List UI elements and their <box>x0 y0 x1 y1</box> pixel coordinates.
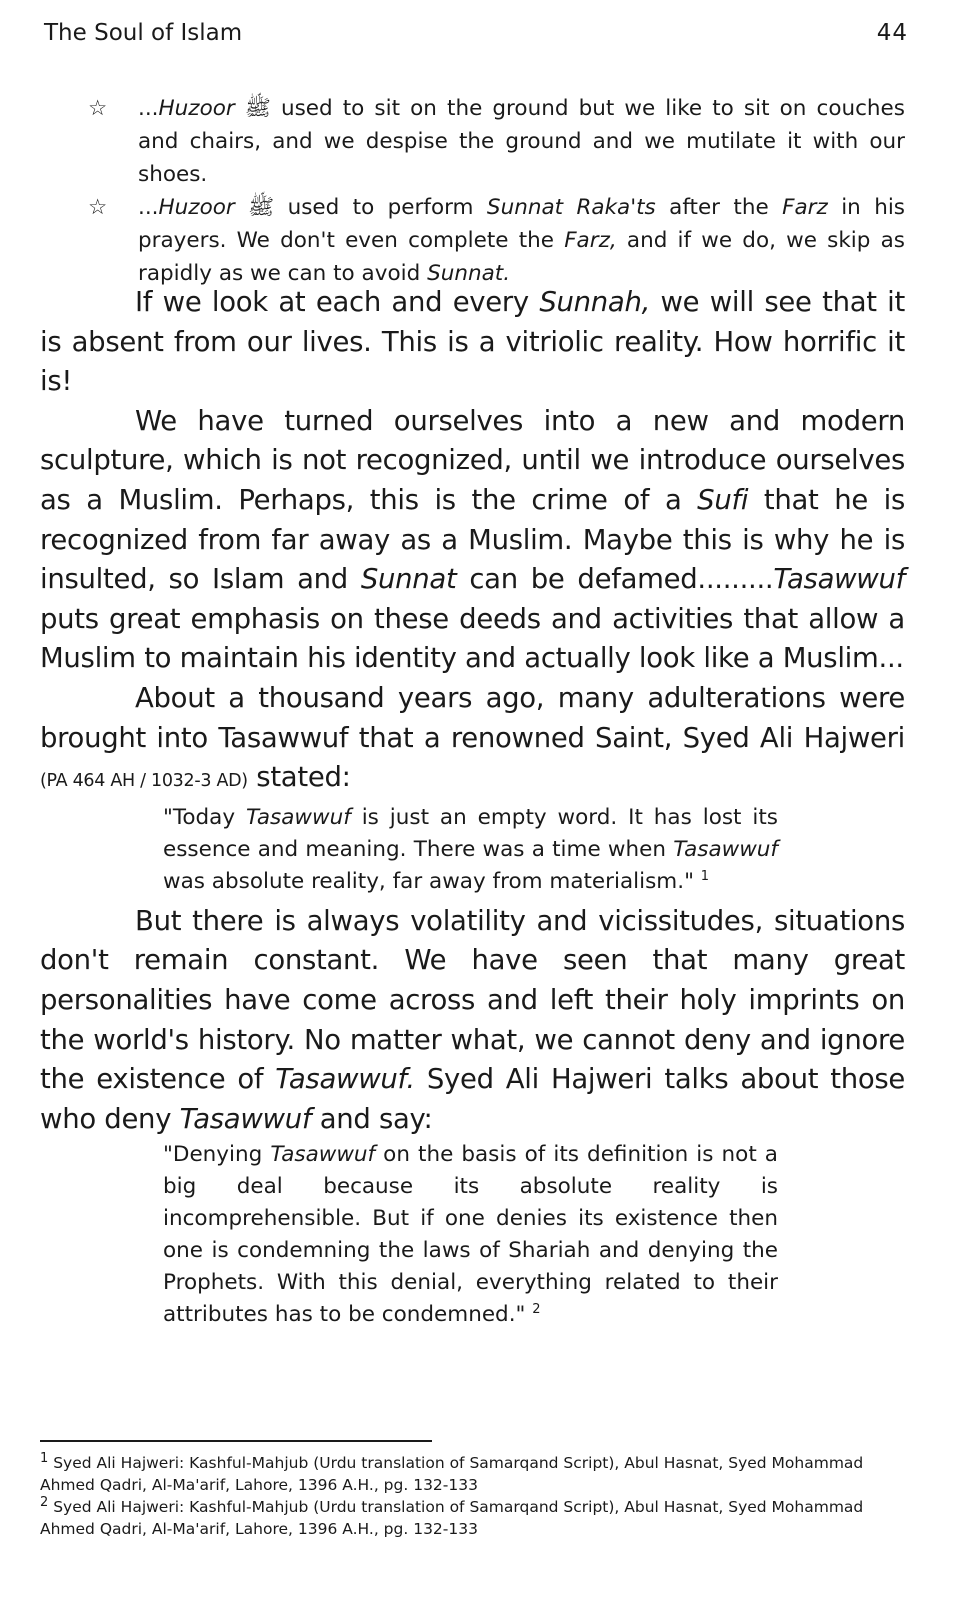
name-huzoor: Huzoor <box>158 96 235 121</box>
footnote-1: $^1$ Syed Ali Hajweri: Kashful-Mahjub (Urdu translation of Samarqand Script), Abul Hasnat, Syed Mohammad Ahmed Qadri, Al-Ma'arif, Lahore, 1396 A.H., pg. 132-133 <box>40 1450 864 1494</box>
star-bullet-icon: ☆ <box>88 96 108 121</box>
bullet-list <box>88 92 905 290</box>
body-text <box>40 283 905 1335</box>
block-quote-denying: "Denying Tasawwuf on the basis of its definition is not a big deal because its absolute reality is incomprehensible. But if one denies its existence then one is condemning the laws of Shariah and denying the Prophets. With this denial, everything related to their attributes has to be condemned." $^2$ <box>163 1142 778 1328</box>
book-title: The Soul of Islam <box>44 20 243 46</box>
footnotes <box>40 1452 908 1540</box>
bullet-item-ground: ☆ ...Huzoor ﷺ used to sit on the ground but we like to sit on couches and chairs, and we despise the ground and we mutilate it with our shoes. <box>88 92 905 191</box>
footnote-divider <box>40 1440 432 1442</box>
honorific-icon: ﷺ <box>248 195 275 220</box>
paragraph-sunnah: If we look at each and every Sunnah, we will see that it is absent from our lives. This is a vitriolic reality. How horrific it is! <box>40 286 906 398</box>
honorific-icon: ﷺ <box>244 96 271 121</box>
block-quote-empty-word: "Today Tasawwuf is just an empty word. It has lost its essence and meaning. There was a time when Tasawwuf was absolute reality, far away from materialism." $^1$ <box>163 804 778 894</box>
paragraph-adulterations: About a thousand years ago, many adulterations were brought into Tasawwuf that a renowned Saint, Syed Ali Hajweri (PA 464 AH / 1032-3 AD) stated: <box>40 681 905 794</box>
page-number: 44 <box>876 20 908 46</box>
name-huzoor: Huzoor <box>158 195 235 220</box>
paragraph-volatility: But there is always volatility and vicissitudes, situations don't remain constant. We have seen that many great personalities have come across and left their holy imprints on the world's history. No matter what, we cannot deny and ignore the existence of Tasawwuf. Syed Ali Hajweri talks about those who deny Tasawwuf and say: <box>40 904 905 1135</box>
footnote-ref-1[interactable]: 1 <box>700 868 710 884</box>
footnote-2: $^2$ Syed Ali Hajweri: Kashful-Mahjub (Urdu translation of Samarqand Script), Abul Hasnat, Syed Mohammad Ahmed Qadri, Al-Ma'arif, Lahore, 1396 A.H., pg. 132-133 <box>40 1494 864 1538</box>
bullet-item-sunnat: ☆ ...Huzoor ﷺ used to perform Sunnat Raka'ts after the Farz in his prayers. We don't even complete the Farz, and if we do, we skip as rapidly as we can to avoid Sunnat. <box>88 191 905 290</box>
footnote-ref-2[interactable]: 2 <box>532 1302 541 1318</box>
paragraph-sculpture: We have turned ourselves into a new and modern sculpture, which is not recognized, until we introduce ourselves as a Muslim. Perhaps, this is the crime of a Sufi that he is recognized from far away as a Muslim. Maybe this is why he is insulted, so Islam and Sunnat can be defamed.........Tasawwuf puts great emphasis on these deeds and activities that allow a Muslim to maintain his identity and actually look like a Muslim... <box>40 404 906 675</box>
running-header <box>40 20 908 54</box>
star-bullet-icon: ☆ <box>88 195 108 220</box>
